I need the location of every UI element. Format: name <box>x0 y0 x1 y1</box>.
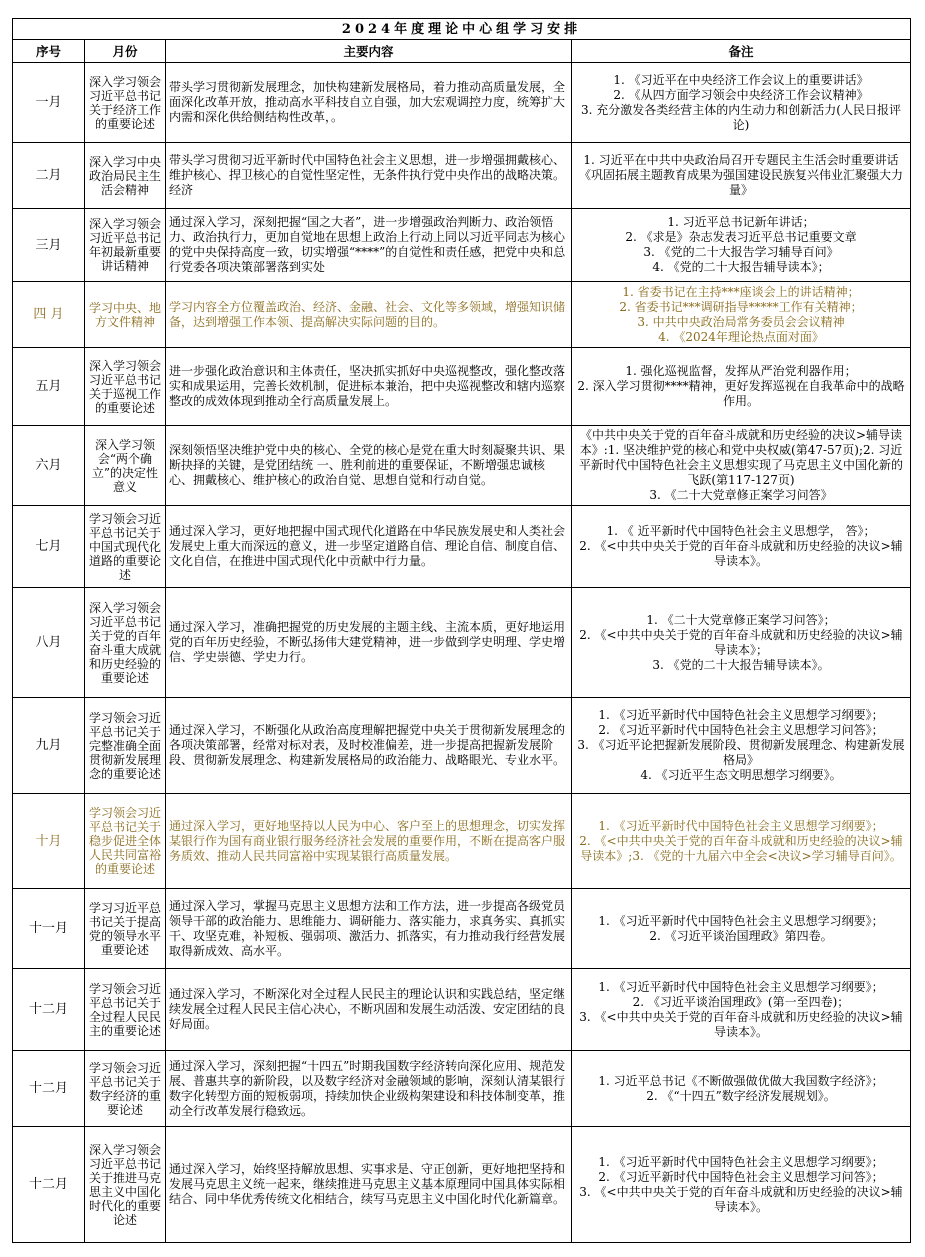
note-item: 2. 《<中共中央关于党的百年奋斗成就和历史经验的决议>辅导读本》。 <box>579 539 903 568</box>
table-row <box>13 282 911 348</box>
note-item: 3. 《<中共中央关于党的百年奋斗成就和历史经验的决议>辅导读本》。 <box>579 1009 903 1039</box>
note-item: 2. 《<中共中央关于党的百年奋斗成就和历史经验的决议>辅导读本》； <box>579 627 903 657</box>
row-content: 带头学习贯彻习近平新时代中国特色社会主义思想，进一步增强拥戴核心、维护核心、捍卫核心的自觉性坚定性，无条件执行党中央作出的战略决策。经济 <box>166 143 572 209</box>
row-month-topic: 深入学习领会习近平总书记关于经济工作的重要论述 <box>85 63 166 143</box>
note-item: 3. 充分激发各类经营主体的内生动力和创新活力(人民日报评论) <box>581 102 901 132</box>
row-index: 十二月 <box>13 969 85 1051</box>
row-month-topic: 深入学习中央政治局民主生活会精神 <box>85 143 166 209</box>
row-notes <box>572 794 911 889</box>
table-row <box>13 63 911 143</box>
row-content: 进一步强化政治意识和主体责任，坚决抓实抓好中央巡视整改，强化整改落实和成果运用，完善长效机制，促进标本兼治，把中央巡视整改和辖内巡察整改的成效体现到推动全行高质量发展上。 <box>166 348 572 426</box>
row-notes <box>572 426 911 506</box>
note-item: 4. 《2024年理论热点面对面》 <box>658 329 824 344</box>
table-row <box>13 426 911 506</box>
note-item: 3. 《党的二十大报告辅导读本》。 <box>652 657 830 672</box>
note-item: 3. 《<中共中央关于党的百年奋斗成就和历史经验的决议>辅导读本》。 <box>579 1184 903 1214</box>
study-schedule-table <box>12 18 911 1243</box>
row-month-topic: 学习领会习近平总书记关于数字经济的重要论述 <box>85 1051 166 1127</box>
row-content: 通过深入学习，不断深化对全过程人民民主的理论认识和实践总结，坚定继续发展全过程人民民主信心决心，不断巩固和发展生动活泼、安定团结的良好局面。 <box>166 969 572 1051</box>
row-index: 五月 <box>13 348 85 426</box>
note-item: 《中共中央关于党的百年奋斗成就和历史经验的决议>辅导读本》:1. 坚决维护党的核心和党中央权威(第47-57页);2. 习近平新时代中国特色社会主义思想实现了马克思主义中国化新的飞跃(第117-127页) <box>578 428 903 487</box>
table-row <box>13 1127 911 1243</box>
header-row <box>13 40 911 63</box>
note-item: 1. 《习近平在中央经济工作会议上的重要讲话》 <box>613 72 869 87</box>
row-content: 通过深入学习，准确把握党的历史发展的主题主线、主流本质，更好地运用党的百年历史经验，不断弘扬伟大建党精神，进一步做到学史明理、学史增信、学史崇德、学史力行。 <box>166 588 572 698</box>
table-row <box>13 889 911 969</box>
table-row <box>13 506 911 588</box>
row-notes <box>572 209 911 282</box>
row-index: 十一月 <box>13 889 85 969</box>
table-row <box>13 794 911 889</box>
note-item: 1. 习近平总书记新年讲话； <box>667 215 815 229</box>
note-item: 1. 《习近平新时代中国特色社会主义思想学习纲要》； <box>598 979 884 994</box>
note-item: 1. 习近平在中共中央政治局召开专题民主生活会时重要讲话《巩固拓展主题教育成果为强国建设民族复兴伟业汇聚强大力量》 <box>578 153 903 197</box>
header-month: 月份 <box>85 40 166 63</box>
note-item: 2. 《习近平新时代中国特色社会主义思想学习问答》； <box>598 1169 884 1184</box>
row-content: 通过深入学习，深刻把握“国之大者”，进一步增强政治判断力、政治领悟力、政治执行力，更加自觉地在思想上政治上行动上同以习近平同志为核心的党中央保持高度一致，切实增强“****”的自觉性和责任感，把党中央和总行党委各项决策部署落到实处 <box>166 209 572 282</box>
row-index: 七月 <box>13 506 85 588</box>
row-content: 带头学习贯彻新发展理念，加快构建新发展格局，着力推动高质量发展，全面深化改革开放，推动高水平科技自立自强，加大宏观调控力度，统筹扩大内需和深化供给侧结构性改革，。 <box>166 63 572 143</box>
note-item: 1. 《习近平新时代中国特色社会主义思想学习纲要》； <box>598 818 884 833</box>
note-item: 2. 《习近平谈治国理政》第四卷。 <box>649 928 833 943</box>
row-index: 九月 <box>13 698 85 794</box>
note-item: 1. 《二十大党章修正案学习问答》； <box>646 612 836 627</box>
row-index: 二月 <box>13 143 85 209</box>
row-month-topic: 学习习近平总书记关于提高党的领导水平重要论述 <box>85 889 166 969</box>
row-index: 三月 <box>13 209 85 282</box>
row-notes <box>572 889 911 969</box>
note-item: 2. 《“十四五”数字经济发展规划》。 <box>646 1088 836 1103</box>
row-index: 十二月 <box>13 1127 85 1243</box>
row-content: 学习内容全方位覆盖政治、经济、金融、社会、文化等多领域，增强知识储备，达到增强工作本领、提高解决实际问题的目的。 <box>166 282 572 348</box>
row-index: 八月 <box>13 588 85 698</box>
note-item: 2. 省委书记***调研指导*****工作有关精神； <box>619 299 863 314</box>
row-notes <box>572 63 911 143</box>
row-month-topic: 学习领会习近平总书记关于中国式现代化道路的重要论述 <box>85 506 166 588</box>
note-item: 2. 《从四方面学习领会中央经济工作会议精神》 <box>613 87 869 102</box>
row-index: 一月 <box>13 63 85 143</box>
table-row <box>13 1051 911 1127</box>
table-row <box>13 209 911 282</box>
table-row <box>13 969 911 1051</box>
row-content: 通过深入学习，更好地把握中国式现代化道路在中华民族发展史和人类社会发展史上重大而深远的意义，进一步坚定道路自信、理论自信、制度自信、文化自信，在推进中国式现代化中贡献中行力量。 <box>166 506 572 588</box>
row-index: 六月 <box>13 426 85 506</box>
note-item: 1. 《习近平新时代中国特色社会主义思想学习纲要》； <box>598 913 884 928</box>
row-notes <box>572 588 911 698</box>
note-item: 3. 《习近平论把握新发展阶段、贯彻新发展理念、构建新发展格局》 <box>577 738 905 767</box>
row-month-topic: 深入学习领会“两个确立”的决定性意义 <box>85 426 166 506</box>
note-item: 3. 中共中央政治局常务委员会会议精神 <box>637 314 845 329</box>
note-item: 2. 《<中共中央关于党的百年奋斗成就和历史经验的决议>辅导读本》;3. 《党的十九届六中全会<决议>学习辅导百问》。 <box>579 833 903 863</box>
note-item: 1. 《习近平新时代中国特色社会主义思想学习纲要》； <box>598 1154 884 1169</box>
note-item: 2. 《习近平谈治国理政》(第一至四卷)； <box>632 994 850 1009</box>
title-row <box>13 19 911 40</box>
note-item: 1. 强化巡视监督，发挥从严治党利器作用； <box>625 364 857 378</box>
row-month-topic: 深入学习领会习近平总书记年初最新重要讲话精神 <box>85 209 166 282</box>
row-notes <box>572 698 911 794</box>
page-title: 2024年度理论中心组学习安排 <box>13 19 911 40</box>
note-item: 4. 《党的二十大报告辅导读本》； <box>652 260 830 274</box>
note-item: 1. 《 近平新时代中国特色社会主义思想学， 答》； <box>606 524 876 538</box>
row-month-topic: 深入学习领会习近平总书记关于巡视工作的重要论述 <box>85 348 166 426</box>
row-notes <box>572 506 911 588</box>
note-item: 1. 习近平总书记《不断做强做优做大我国数字经济》； <box>598 1073 884 1088</box>
row-month-topic: 学习领会习近平总书记关于全过程人民民主的重要论述 <box>85 969 166 1051</box>
table-row <box>13 698 911 794</box>
row-index: 十二月 <box>13 1051 85 1127</box>
row-notes <box>572 1127 911 1243</box>
note-item: 3. 《二十大党章修正案学习问答》 <box>649 488 833 502</box>
row-content: 深刻领悟坚决维护党中央的核心、全党的核心是党在重大时刻凝聚共识、果断抉择的关键，是党团结统 一、胜利前进的重要保证，不断增强忠诚核心、拥戴核心、维护核心的政治自觉、思想自觉和行动自觉。 <box>166 426 572 506</box>
header-content: 主要内容 <box>166 40 572 63</box>
note-item: 3. 《党的二十大报告学习辅导百问》 <box>643 245 839 259</box>
note-item: 2. 《习近平新时代中国特色社会主义思想学习问答》； <box>598 723 884 737</box>
row-notes <box>572 282 911 348</box>
row-month-topic: 深入学习领会习近平总书记关于推进马克思主义中国化时代化的重要论述 <box>85 1127 166 1243</box>
row-month-topic: 学习领会习近平总书记关于完整准确全面贯彻新发展理念的重要论述 <box>85 698 166 794</box>
note-item: 1. 《习近平新时代中国特色社会主义思想学习纲要》； <box>598 708 884 722</box>
table-row <box>13 588 911 698</box>
row-notes <box>572 1051 911 1127</box>
row-notes <box>572 143 911 209</box>
row-index: 十月 <box>13 794 85 889</box>
row-month-topic: 深入学习领会习近平总书记关于党的百年奋斗重大成就和历史经验的重要论述 <box>85 588 166 698</box>
row-index: 四 月 <box>13 282 85 348</box>
row-content: 通过深入学习，不断强化从政治高度理解把握党中央关于贯彻新发展理念的各项决策部署，经常对标对表，及时校准偏差，进一步提高把握新发展阶段、贯彻新发展理念、构建新发展格局的政治能力、战略眼光、专业水平。 <box>166 698 572 794</box>
header-index: 序号 <box>13 40 85 63</box>
table-row <box>13 348 911 426</box>
row-content: 通过深入学习，更好地坚持以人民为中心、客户至上的思想理念，切实发挥某银行作为国有商业银行服务经济社会发展的重要作用，不断在提高客户服务质效、推动人民共同富裕中实现某银行高质量发展。 <box>166 794 572 889</box>
row-content: 通过深入学习，深刻把握“十四五”时期我国数字经济转向深化应用、规范发展、普惠共享的新阶段，以及数字经济对金融领域的影响，深刻认清某银行数字化转型方面的短板弱项，持续加快企业级构架建设和科技体制变革，推动全行改革发展行稳致远。 <box>166 1051 572 1127</box>
note-item: 1. 省委书记在主持***座谈会上的讲话精神； <box>622 284 860 299</box>
note-item: 2. 《求是》杂志发表习近平总书记重要文章 <box>625 230 857 244</box>
table-row <box>13 143 911 209</box>
row-content: 通过深入学习，始终坚持解放思想、实事求是、守正创新，更好地把坚持和发展马克思主义统一起来，继续推进马克思主义基本原理同中国具体实际相结合、同中华优秀传统文化相结合，续写马克思主义中国化时代化新篇章。 <box>166 1127 572 1243</box>
header-notes: 备注 <box>572 40 911 63</box>
row-notes <box>572 969 911 1051</box>
row-month-topic: 学习中央、地方文件精神 <box>85 282 166 348</box>
row-notes <box>572 348 911 426</box>
row-month-topic: 学习领会习近平总书记关于稳步促进全体人民共同富裕的重要论述 <box>85 794 166 889</box>
note-item: 4. 《习近平生态文明思想学习纲要》。 <box>640 768 842 782</box>
note-item: 2. 深入学习贯彻****精神，更好发挥巡视在自我革命中的战略作用。 <box>577 379 905 408</box>
row-content: 通过深入学习，掌握马克思主义思想方法和工作方法，进一步提高各级党员领导干部的政治能力、思维能力、调研能力、落实能力，求真务实、真抓实干、攻坚克难，补短板、强弱项、激活力、抓落实，有力推动我行经营发展取得新成效、高水平。 <box>166 889 572 969</box>
